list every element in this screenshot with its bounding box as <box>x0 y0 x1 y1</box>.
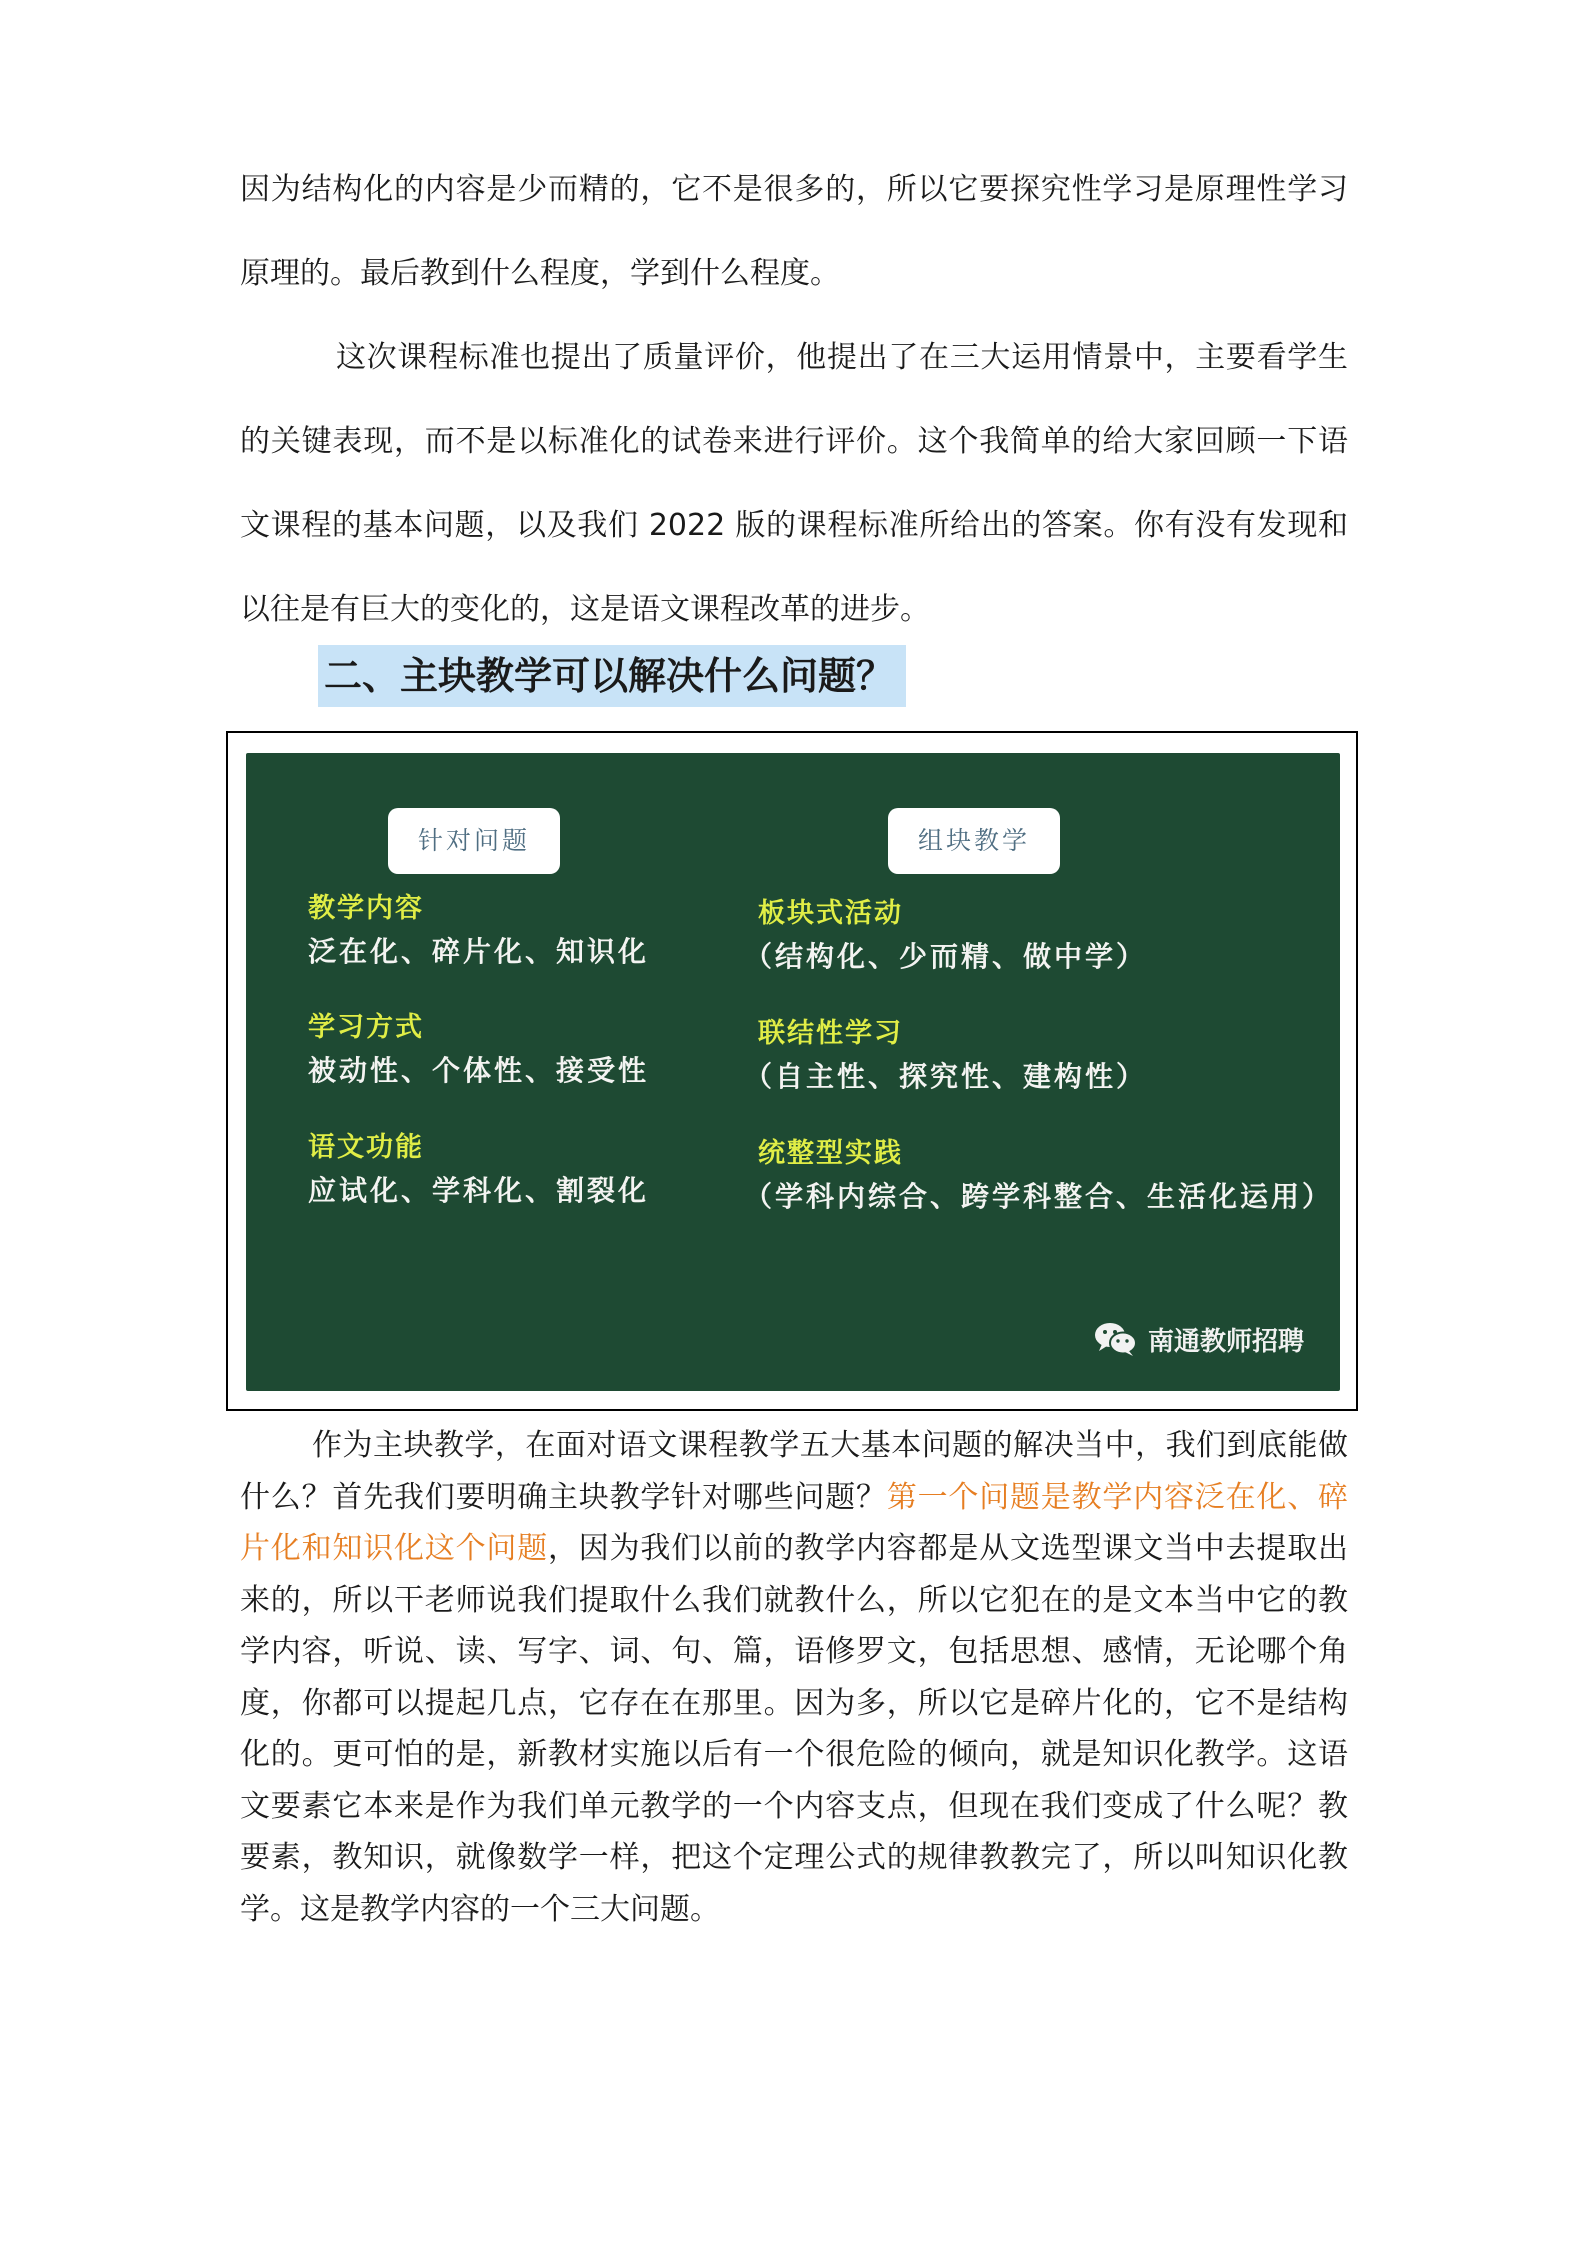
body-text-after: ，因为我们以前的教学内容都是从文选型课文当中去提取出来的，所以干老师说我们提取什么我们就教什么，所以它犯在的是文本当中它的教学内容，听说、读、写字、词、句、篇，语修罗文，包括思想、感情，无论哪个角度，你都可以提起几点，它存在在那里。因为多，所以它是碎片化的，它不是结构化的。更可怕的是，新教材实施以后有一个很危险的倾向，就是知识化教学。这语文要素它本来是作为我们单元教学的一个内容支点，但现在我们变成了什么呢？教要素，教知识，就像数学一样，把这个定理公式的规律教教完了，所以叫知识化教学。这是教学内容的一个三大问题。 <box>240 1531 1348 1927</box>
highlighted-text: 第一个问题是教学内容泛在化、碎片化和知识化这个问题 <box>240 1479 1349 1566</box>
watermark <box>1094 1317 1304 1361</box>
paragraph-quality-evaluation: 这次课程标准也提出了质量评价，他提出了在三大运用情景中，主要看学生的关键表现，而不是以标准化的试卷来进行评价。这个我简单的给大家回顾一下语文课程的基本问题，以及我们 2022 版的课程标准所给出的答案。你有没有发现和以往是有巨大的变化的，这是语文课程改革的进步。 <box>240 340 1348 627</box>
right-item-heading: 统整型实践 <box>758 1138 903 1169</box>
right-column-title: 组块教学 <box>888 808 1060 874</box>
right-item-heading: 板块式活动 <box>758 898 903 929</box>
left-column-title: 针对问题 <box>388 808 560 874</box>
section-heading: 二、主块教学可以解决什么问题？ <box>318 645 906 707</box>
left-item-heading: 语文功能 <box>308 1132 424 1163</box>
figure-frame <box>226 731 1358 1411</box>
blackboard-image <box>246 753 1340 1391</box>
right-item-detail: （结构化、少而精、做中学） <box>744 940 1148 973</box>
wechat-icon <box>1094 1321 1138 1357</box>
right-item-heading: 联结性学习 <box>758 1018 903 1049</box>
left-item-heading: 学习方式 <box>308 1012 424 1043</box>
left-item-detail: 被动性、个体性、接受性 <box>308 1054 650 1087</box>
left-item-heading: 教学内容 <box>308 893 424 924</box>
left-item-detail: 泛在化、碎片化、知识化 <box>308 935 650 968</box>
watermark-text: 南通教师招聘 <box>1147 1326 1304 1357</box>
paragraph-body <box>240 1420 1348 1935</box>
right-item-detail: （学科内综合、跨学科整合、生活化运用） <box>744 1180 1334 1213</box>
left-item-detail: 应试化、学科化、割裂化 <box>308 1174 650 1207</box>
right-item-detail: （自主性、探究性、建构性） <box>744 1060 1148 1093</box>
paragraph-intro-end: 因为结构化的内容是少而精的，它不是很多的，所以它要探究性学习是原理性学习原理的。最后教到什么程度，学到什么程度。 <box>240 172 1348 291</box>
body-text-before: 作为主块教学，在面对语文课程教学五大基本问题的解决当中，我们到底能做什么？首先我们要明确主块教学针对哪些问题？ <box>240 1428 1348 1515</box>
